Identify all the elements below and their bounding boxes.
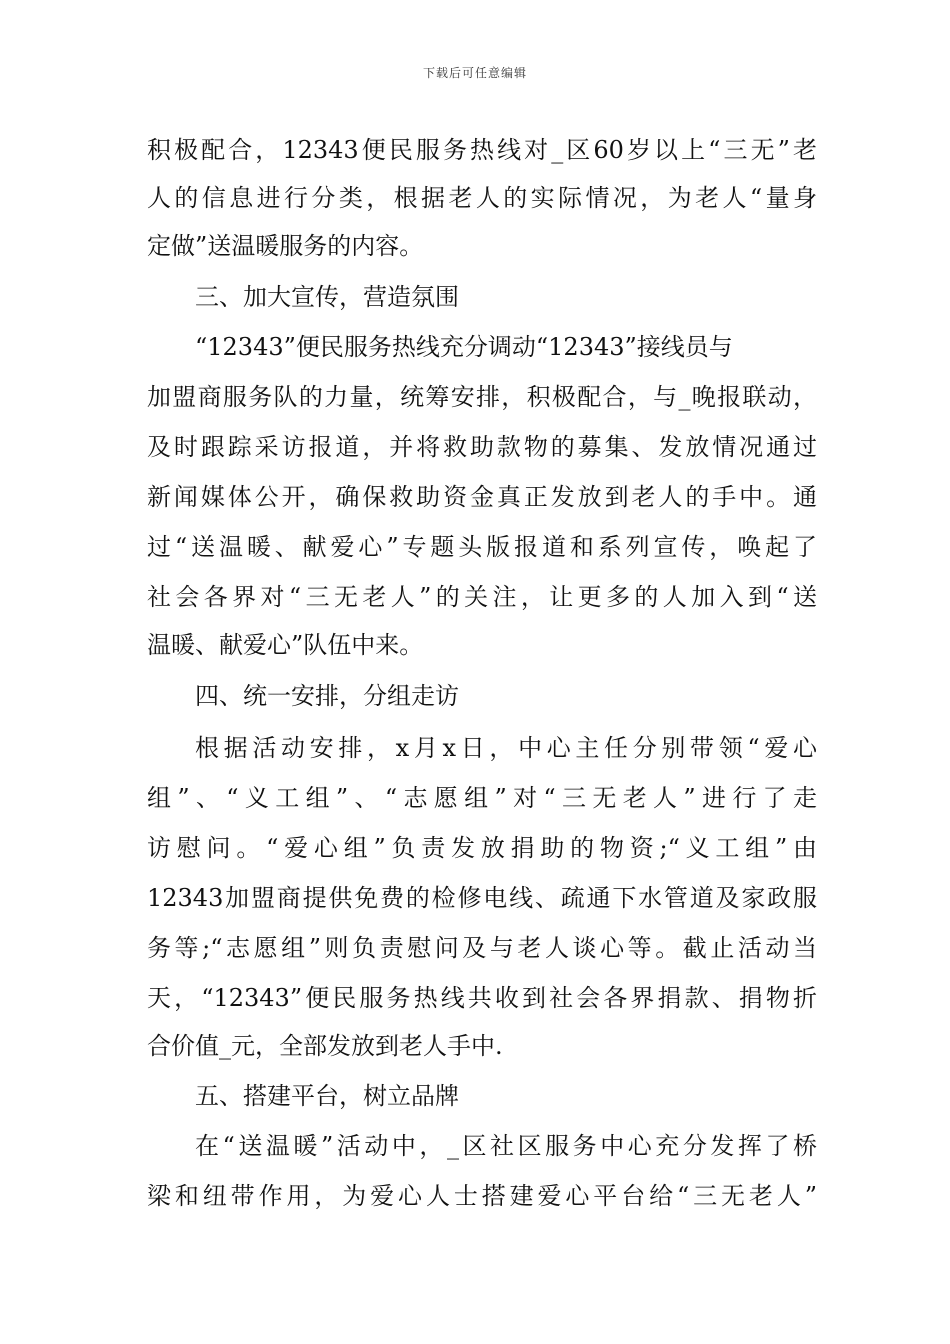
paragraph-line: 天，“12343”便民服务热线共收到社会各界捐款、捐物折 (147, 984, 817, 1012)
paragraph-line: 加盟商服务队的力量，统筹安排，积极配合，与_晚报联动， (147, 383, 817, 411)
paragraph-line: 根据活动安排，x月x日，中心主任分别带领“爱心 (195, 734, 817, 762)
paragraph-line: 新闻媒体公开，确保救助资金真正发放到老人的手中。通 (147, 483, 817, 511)
paragraph-line: 梁和纽带作用，为爱心人士搭建爱心平台给“三无老人” (147, 1182, 817, 1210)
paragraph-line: 人的信息进行分类，根据老人的实际情况，为老人“量身 (147, 184, 817, 212)
paragraph-line: “12343”便民服务热线充分调动“12343”接线员与 (195, 333, 733, 361)
page-header: 下载后可任意编辑 (422, 66, 527, 80)
paragraph-line: 在“送温暖”活动中，_区社区服务中心充分发挥了桥 (195, 1132, 817, 1160)
section-heading: 四、统一安排，分组走访 (195, 682, 459, 710)
paragraph-line: 温暖、献爱心”队伍中来。 (147, 631, 424, 659)
section-heading: 五、搭建平台，树立品牌 (195, 1082, 459, 1110)
paragraph-line: 组”、“义工组”、“志愿组”对“三无老人”进行了走 (147, 784, 817, 812)
paragraph-line: 务等;“志愿组”则负责慰问及与老人谈心等。截止活动当 (147, 934, 817, 962)
paragraph-line: 12343加盟商提供免费的检修电线、疏通下水管道及家政服 (147, 884, 817, 912)
paragraph-line: 定做”送温暖服务的内容。 (147, 232, 424, 260)
paragraph-line: 访慰问。“爱心组”负责发放捐助的物资;“义工组”由 (147, 834, 817, 862)
paragraph-line: 及时跟踪采访报道，并将救助款物的募集、发放情况通过 (147, 433, 817, 461)
paragraph-line: 社会各界对“三无老人”的关注，让更多的人加入到“送 (147, 583, 817, 611)
paragraph-line: 积极配合，12343便民服务热线对_区60岁以上“三无”老 (147, 136, 817, 164)
paragraph-line: 合价值_元，全部发放到老人手中. (147, 1032, 503, 1060)
paragraph-line: 过“送温暖、献爱心”专题头版报道和系列宣传，唤起了 (147, 533, 817, 561)
section-heading: 三、加大宣传，营造氛围 (195, 283, 459, 311)
